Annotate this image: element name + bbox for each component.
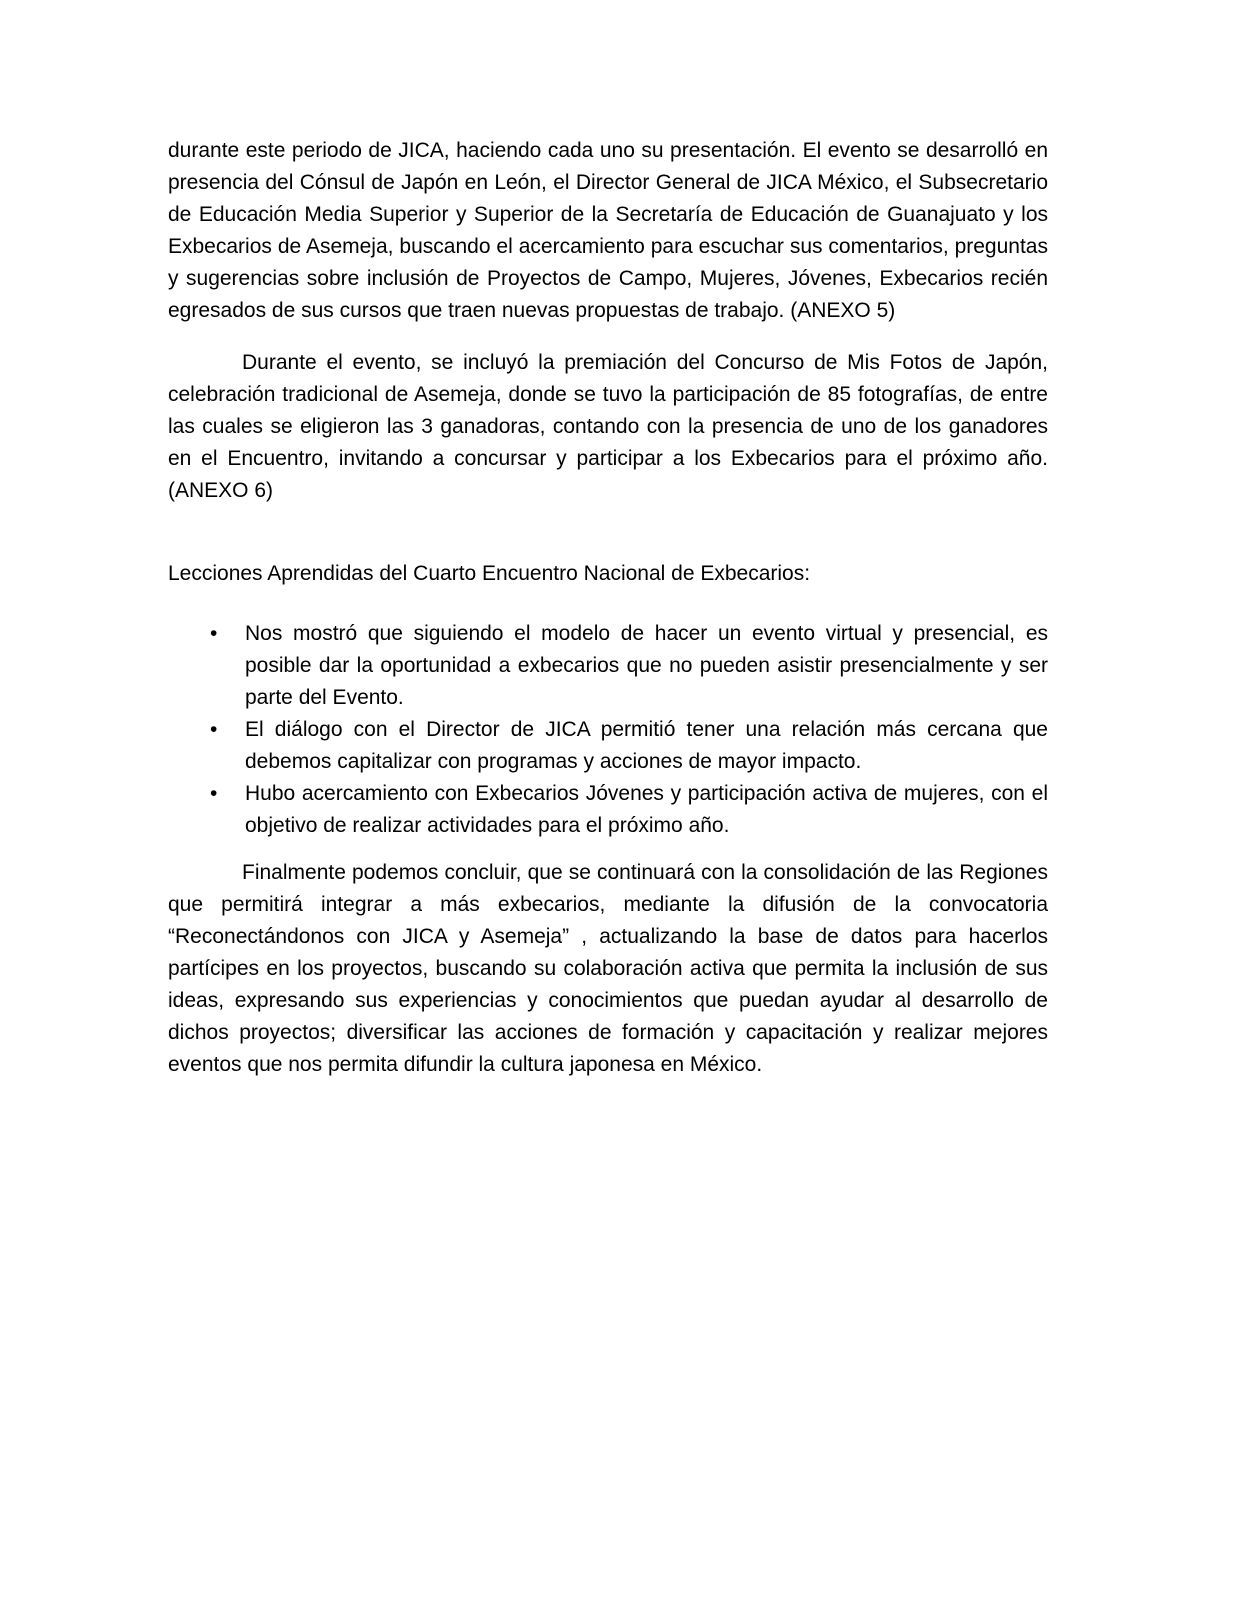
bullet-icon: • [210,782,218,805]
closing-paragraph: Finalmente podemos concluir, que se continuará con la consolidación de las Regiones que permitirá integrar a más exbecarios, mediante la difusión de la convocatoria “Reconectándonos con JICA y Asemeja” , actualizando la base de datos para hacerlos partícipes en los proyectos, buscando su colaboración activa que permita la inclusión de sus ideas, expresando sus experiencias y conocimientos que puedan ayudar al desarrollo de dichos proyectos; diversificar las acciones de formación y capacitación y realizar mejores eventos que nos permita difundir la cultura japonesa en México. [168,861,1048,1076]
list-item [168,618,1048,714]
list-item-text: Nos mostró que siguiendo el modelo de hacer un evento virtual y presencial, es posible dar la oportunidad a exbecarios que no pueden asistir presencialmente y ser parte del Evento. [245,622,1048,709]
lessons-heading: Lecciones Aprendidas del Cuarto Encuentro Nacional de Exbecarios: [168,562,811,585]
list-item [168,714,1048,778]
list-item [168,778,1048,842]
lessons-list [168,618,1048,842]
list-item-text: El diálogo con el Director de JICA permitió tener una relación más cercana que debemos capitalizar con programas y acciones de mayor impacto. [245,718,1048,773]
paragraph-evento: Durante el evento, se incluyó la premiación del Concurso de Mis Fotos de Japón, celebración tradicional de Asemeja, donde se tuvo la participación de 85 fotografías, de entre las cuales se eligieron las 3 ganadoras, contando con la presencia de uno de los ganadores en el Encuentro, invitando a concursar y participar a los Exbecarios para el próximo año. (ANEXO 6) [168,351,1048,502]
bullet-icon: • [210,622,218,645]
list-item-text: Hubo acercamiento con Exbecarios Jóvenes y participación activa de mujeres, con el objetivo de realizar actividades para el próximo año. [245,782,1048,837]
paragraph-continuation: durante este periodo de JICA, haciendo cada uno su presentación. El evento se desarrolló en presencia del Cónsul de Japón en León, el Director General de JICA México, el Subsecretario de Educación Media Superior y Superior de la Secretaría de Educación de Guanajuato y los Exbecarios de Asemeja, buscando el acercamiento para escuchar sus comentarios, preguntas y sugerencias sobre inclusión de Proyectos de Campo, Mujeres, Jóvenes, Exbecarios recién egresados de sus cursos que traen nuevas propuestas de trabajo. (ANEXO 5) [168,139,1048,322]
bullet-icon: • [210,718,218,741]
